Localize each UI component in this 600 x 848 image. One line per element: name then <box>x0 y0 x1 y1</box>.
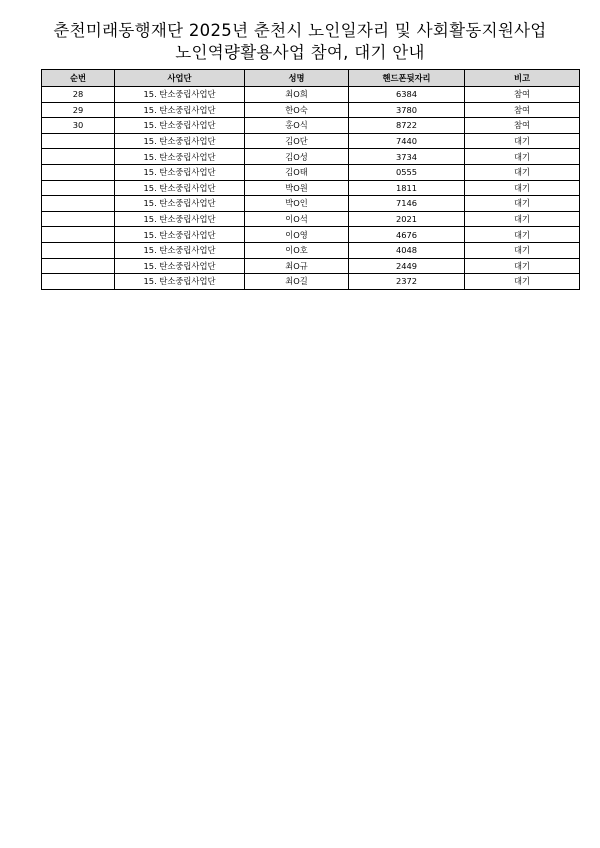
cell-remarks: 대기 <box>465 149 580 165</box>
cell-phone: 2372 <box>349 274 465 290</box>
table-row <box>42 258 580 274</box>
cell-number: 28 <box>42 87 115 103</box>
cell-name: 최O희 <box>245 87 349 103</box>
cell-phone: 4676 <box>349 227 465 243</box>
table-row <box>42 149 580 165</box>
cell-name: 김O성 <box>245 149 349 165</box>
cell-phone: 4048 <box>349 242 465 258</box>
cell-remarks: 참여 <box>465 118 580 134</box>
header-number: 순번 <box>42 70 115 87</box>
cell-phone: 8722 <box>349 118 465 134</box>
cell-phone: 2021 <box>349 211 465 227</box>
cell-project: 15. 탄소중립사업단 <box>115 118 245 134</box>
cell-number <box>42 274 115 290</box>
table-row <box>42 102 580 118</box>
cell-remarks: 대기 <box>465 180 580 196</box>
cell-project: 15. 탄소중립사업단 <box>115 258 245 274</box>
table-row <box>42 133 580 149</box>
cell-project: 15. 탄소중립사업단 <box>115 242 245 258</box>
cell-phone: 1811 <box>349 180 465 196</box>
participant-table <box>41 69 580 290</box>
cell-project: 15. 탄소중립사업단 <box>115 149 245 165</box>
cell-number <box>42 149 115 165</box>
cell-project: 15. 탄소중립사업단 <box>115 274 245 290</box>
header-project: 사업단 <box>115 70 245 87</box>
cell-project: 15. 탄소중립사업단 <box>115 227 245 243</box>
cell-name: 이O영 <box>245 227 349 243</box>
cell-phone: 3780 <box>349 102 465 118</box>
table-body <box>42 87 580 290</box>
cell-name: 김O태 <box>245 164 349 180</box>
cell-project: 15. 탄소중립사업단 <box>115 211 245 227</box>
cell-remarks: 대기 <box>465 164 580 180</box>
table-row <box>42 242 580 258</box>
cell-name: 홍O식 <box>245 118 349 134</box>
table-row <box>42 274 580 290</box>
title-line-1: 춘천미래동행재단 2025년 춘천시 노인일자리 및 사회활동지원사업 <box>53 21 547 40</box>
cell-project: 15. 탄소중립사업단 <box>115 180 245 196</box>
cell-number <box>42 180 115 196</box>
cell-name: 이O석 <box>245 211 349 227</box>
cell-name: 박O인 <box>245 196 349 212</box>
cell-number <box>42 227 115 243</box>
cell-project: 15. 탄소중립사업단 <box>115 87 245 103</box>
cell-phone: 7440 <box>349 133 465 149</box>
table-row <box>42 164 580 180</box>
cell-name: 한O숙 <box>245 102 349 118</box>
header-remarks: 비고 <box>465 70 580 87</box>
cell-project: 15. 탄소중립사업단 <box>115 164 245 180</box>
cell-number <box>42 211 115 227</box>
title-line-2: 노인역량활용사업 참여, 대기 안내 <box>175 43 425 62</box>
cell-name: 이O호 <box>245 242 349 258</box>
cell-project: 15. 탄소중립사업단 <box>115 196 245 212</box>
cell-number: 30 <box>42 118 115 134</box>
cell-remarks: 대기 <box>465 133 580 149</box>
cell-remarks: 참여 <box>465 87 580 103</box>
table-row <box>42 87 580 103</box>
cell-name: 박O원 <box>245 180 349 196</box>
cell-number <box>42 258 115 274</box>
cell-number <box>42 133 115 149</box>
cell-phone: 3734 <box>349 149 465 165</box>
cell-remarks: 참여 <box>465 102 580 118</box>
document-title <box>0 20 600 64</box>
header-phone-last-digits: 핸드폰뒷자리 <box>349 70 465 87</box>
cell-phone: 2449 <box>349 258 465 274</box>
cell-number <box>42 242 115 258</box>
cell-name: 김O단 <box>245 133 349 149</box>
cell-phone: 0555 <box>349 164 465 180</box>
cell-remarks: 대기 <box>465 274 580 290</box>
cell-phone: 6384 <box>349 87 465 103</box>
header-name: 성명 <box>245 70 349 87</box>
table-row <box>42 180 580 196</box>
table-row <box>42 118 580 134</box>
cell-remarks: 대기 <box>465 258 580 274</box>
cell-remarks: 대기 <box>465 227 580 243</box>
table-row <box>42 227 580 243</box>
table-row <box>42 211 580 227</box>
cell-project: 15. 탄소중립사업단 <box>115 102 245 118</box>
table-row <box>42 196 580 212</box>
cell-name: 최O길 <box>245 274 349 290</box>
cell-project: 15. 탄소중립사업단 <box>115 133 245 149</box>
cell-remarks: 대기 <box>465 242 580 258</box>
cell-number: 29 <box>42 102 115 118</box>
cell-number <box>42 196 115 212</box>
cell-name: 최O규 <box>245 258 349 274</box>
table-header-row <box>42 70 580 87</box>
cell-remarks: 대기 <box>465 196 580 212</box>
cell-number <box>42 164 115 180</box>
cell-phone: 7146 <box>349 196 465 212</box>
cell-remarks: 대기 <box>465 211 580 227</box>
